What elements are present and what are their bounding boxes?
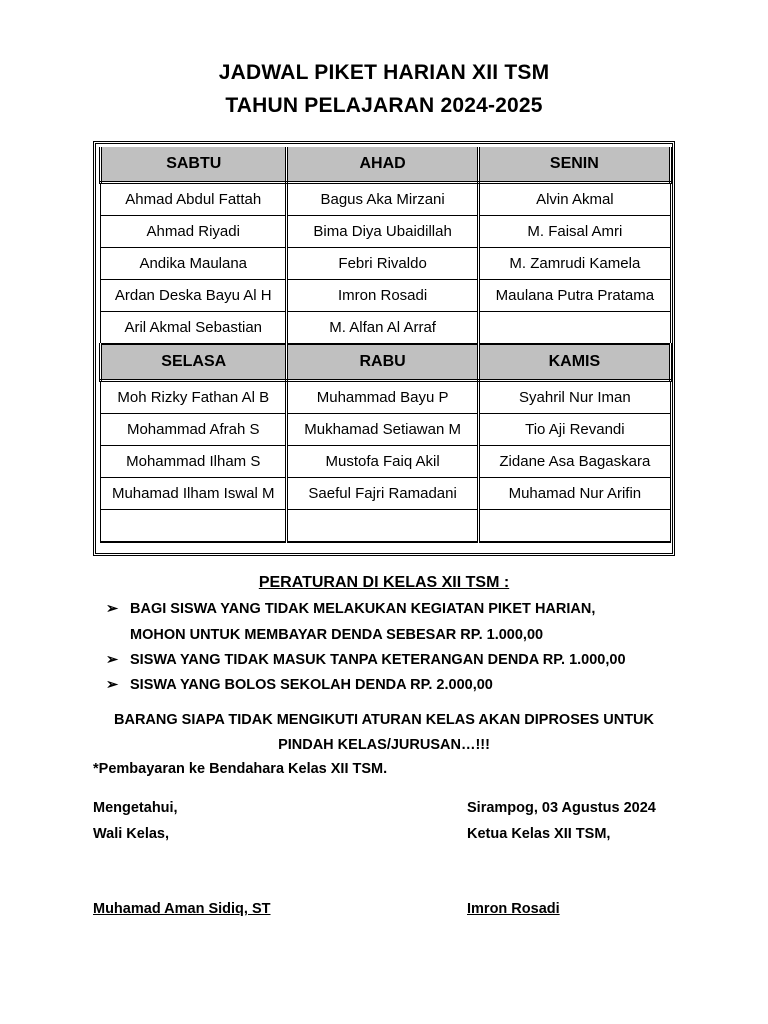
table-cell: Andika Maulana — [101, 248, 287, 280]
day-header-sabtu: SABTU — [101, 147, 287, 183]
day-header-ahad: AHAD — [287, 147, 478, 183]
schedule-table — [93, 141, 675, 556]
table-row — [101, 248, 671, 280]
arrowhead-bullet-icon: ➢ — [106, 677, 119, 693]
arrowhead-bullet-icon: ➢ — [106, 652, 119, 668]
table-cell: Muhamad Ilham Iswal M — [101, 478, 287, 510]
day-header-kamis: KAMIS — [478, 344, 670, 381]
table-cell: Maulana Putra Pratama — [478, 280, 670, 312]
table-cell: Muhammad Bayu P — [287, 381, 478, 414]
table-cell: M. Zamrudi Kamela — [478, 248, 670, 280]
table-cell: M. Faisal Amri — [478, 216, 670, 248]
table-cell: Mohammad Afrah S — [101, 414, 287, 446]
table-cell: Mukhamad Setiawan M — [287, 414, 478, 446]
day-header-selasa: SELASA — [101, 344, 287, 381]
table-cell: Bima Diya Ubaidillah — [287, 216, 478, 248]
signature-place-date: Sirampog, 03 Agustus 2024 — [467, 800, 656, 816]
rule-item-1-continued: MOHON UNTUK MEMBAYAR DENDA SEBESAR RP. 1.000,00 — [130, 627, 544, 643]
signature-right-name: Imron Rosadi — [467, 901, 560, 917]
warning-line: BARANG SIAPA TIDAK MENGIKUTI ATURAN KELAS AKAN DIPROSES UNTUK — [114, 712, 654, 728]
table-cell — [287, 510, 478, 543]
table-cell: Mohammad Ilham S — [101, 446, 287, 478]
table-cell: Muhamad Nur Arifin — [478, 478, 670, 510]
rule-item-1 — [106, 601, 595, 617]
table-row — [101, 280, 671, 312]
table-cell: Alvin Akmal — [478, 183, 670, 216]
rule-text: SISWA YANG BOLOS SEKOLAH DENDA RP. 2.000,00 — [130, 677, 493, 693]
signature-left-label: Mengetahui, — [93, 800, 178, 816]
table-cell: Bagus Aka Mirzani — [287, 183, 478, 216]
table-row — [101, 414, 671, 446]
table-cell: Tio Aji Revandi — [478, 414, 670, 446]
table-cell — [478, 510, 670, 543]
schedule-grid — [99, 147, 672, 543]
rule-text: SISWA YANG TIDAK MASUK TANPA KETERANGAN DENDA RP. 1.000,00 — [130, 652, 626, 668]
table-cell: Ardan Deska Bayu Al H — [101, 280, 287, 312]
rule-item-2 — [106, 652, 626, 668]
signature-right-role: Ketua Kelas XII TSM, — [467, 826, 611, 842]
table-cell — [101, 510, 287, 543]
table-cell: Zidane Asa Bagaskara — [478, 446, 670, 478]
table-row — [101, 446, 671, 478]
document-title: JADWAL PIKET HARIAN XII TSM — [218, 61, 550, 84]
table-cell — [478, 312, 670, 345]
document-subtitle: TAHUN PELAJARAN 2024-2025 — [225, 94, 543, 117]
table-row — [101, 381, 671, 414]
table-cell: Febri Rivaldo — [287, 248, 478, 280]
arrowhead-bullet-icon: ➢ — [106, 601, 119, 617]
table-cell: Aril Akmal Sebastian — [101, 312, 287, 345]
table-row — [101, 510, 671, 543]
table-cell: Syahril Nur Iman — [478, 381, 670, 414]
day-header-rabu: RABU — [287, 344, 478, 381]
table-row — [101, 312, 671, 345]
rule-text: BAGI SISWA YANG TIDAK MELAKUKAN KEGIATAN PIKET HARIAN, — [130, 601, 596, 617]
warning-text — [88, 708, 680, 758]
table-cell: M. Alfan Al Arraf — [287, 312, 478, 345]
day-header-senin: SENIN — [478, 147, 670, 183]
table-row — [101, 478, 671, 510]
table-cell: Moh Rizky Fathan Al B — [101, 381, 287, 414]
signature-left-name: Muhamad Aman Sidiq, ST — [93, 901, 271, 917]
warning-line: PINDAH KELAS/JURUSAN…!!! — [278, 737, 490, 753]
signature-left-role: Wali Kelas, — [93, 826, 170, 842]
table-cell: Saeful Fajri Ramadani — [287, 478, 478, 510]
table-row — [101, 216, 671, 248]
table-cell: Ahmad Abdul Fattah — [101, 183, 287, 216]
payment-note: *Pembayaran ke Bendahara Kelas XII TSM. — [93, 761, 388, 777]
rules-title: PERATURAN DI KELAS XII TSM : — [258, 574, 510, 591]
table-row — [101, 183, 671, 216]
table-cell: Ahmad Riyadi — [101, 216, 287, 248]
table-cell: Imron Rosadi — [287, 280, 478, 312]
table-cell: Mustofa Faiq Akil — [287, 446, 478, 478]
rule-item-3 — [106, 677, 493, 693]
